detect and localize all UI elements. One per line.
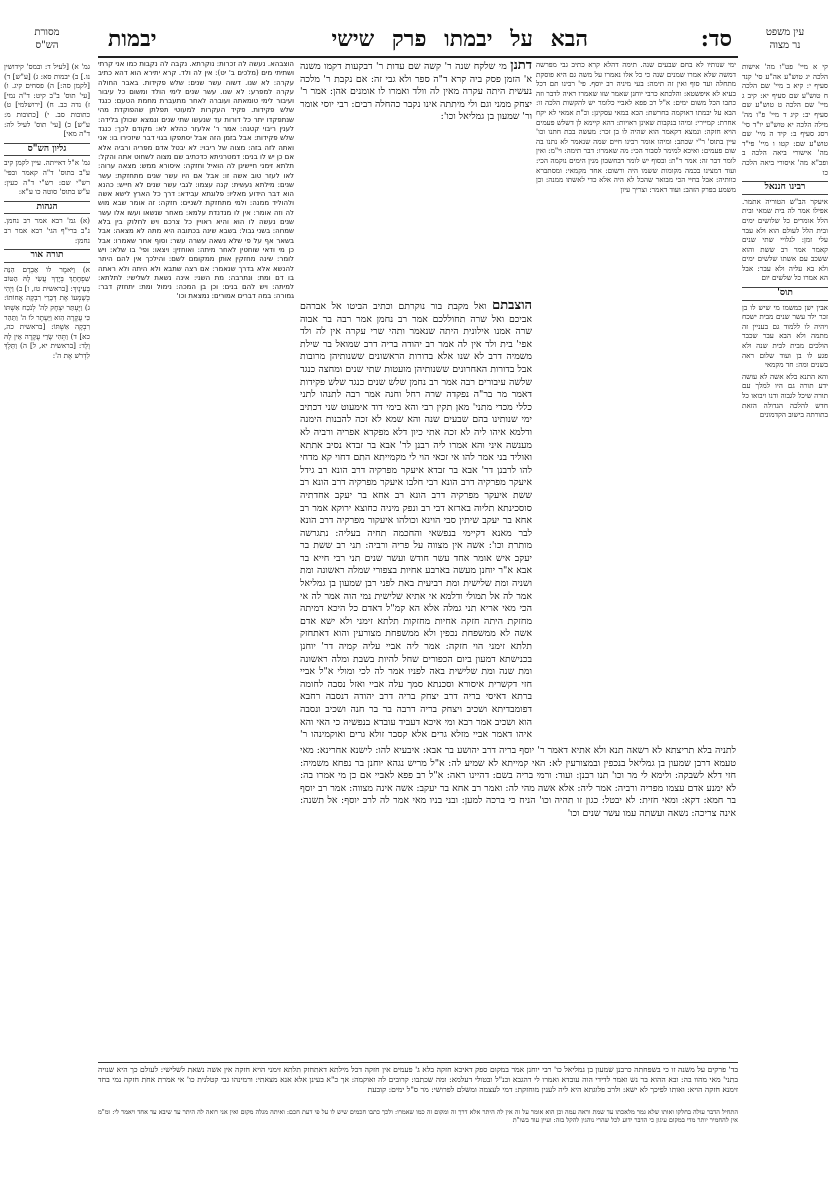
page-header [98,22,738,58]
rabbeinu-chananel-title: רבינו חננאל [742,181,828,195]
gemara-block [300,60,532,300]
gilyon-text: גמ' א"ל דאייתה. עיין לקמן קיב ע"ב בתוס' ד"ה קאמר ובפי' רש"י שם: רש"י ד"ה כעין: ע"ש בתוס' סוטה כו ע"א: [4,158,90,197]
ein-mishpat-text: קי א מיי' פט"ו מה' אישות הלכה יג טוש"ע אה"ע סי' קנד סעיף י: קיא ב מיי' שם הלכה ח טוש"ע שם סעיף יא: קיב ג מיי' שם הלכה ט טוש"ע שם סעיף יב: קיג ד מיי' פ"ו מה' מילה הלכה יא טוש"ע יו"ד סי' רסג סעיף ב: קיד ה מיי' שם טוש"ע שם: קטו ו מיי' פי"ד מה' אישורי ביאה הלכה ב ופכ"א מה' איסורי ביאה הלכה כו [742,62,828,177]
torah-or-title: תורה אור [4,249,90,263]
chapter-title: הבא על יבמתו פרק שישי [331,26,588,52]
torah-or-text: א) וַיֹּאמֶר לוֹ אַבְרָם הִנֵּה שִׁפְחָתֵךְ בְּיָדֵךְ עֲשִׂי לָהּ הַטּוֹב בְּעֵינָיִךְ: [בראשית טז, ו] ב) וַיְהִי כְּשָׁמְעוֹ אֶת דְּבָרֵי רִבְקָה אֲחוֹתוֹ: ג) וַיֶּעְתַּר יִצְחָק לַה' לְנֹכַח אִשְׁתּוֹ כִּי עֲקָרָה הִוא וַיֵּעָתֶר לוֹ ה' וַתַּהַר רִבְקָה אִשְׁתּוֹ: [בראשית כה, כא] ד) וַתְּהִי שָׂרַי עֲקָרָה אֵין לָהּ וָלָד: [בראשית יא, ל] ה) וַתֵּלֶךְ לִדְרֹשׁ אֶת ה': [4,264,90,361]
tosfot-side-title: תוס' [742,287,828,301]
bottom-notes [98,1065,738,1105]
gilyon-title: גליון הש"ס [4,143,90,157]
mesoret-heading: מסורת הש"ס [34,27,60,51]
mesoret-text: גמ' א) [לעיל ד: ובמס' קידושין נו.] ב) יבמות סא: ג) [ע"ש] ד) [לקמן סה:] ה) פסחים קיג. ו) [עי' תוס' ב"ב קיט: ד"ה נמי] ז) נדה כב. ח) [ירושלמי] ט) כתובות סב. י) [כתובות מ: ע"ש] כ) [עי' תוס' לעיל לה: ד"ה מאי] [4,62,90,139]
gemara-continuation [300,745,736,1060]
footnotes [98,1108,738,1132]
mishnah-lead-word: דתנן [510,60,532,73]
left-margin [4,62,90,1082]
tosfot-side-text: אבין ישן כמשמו מי שיש לו בן זכר ילד עשר שנים מבית ישכח ויהיה לו ללמוד גם בעניין זה מתמה ולא הבא עבר שכבר הולכים מבית לבית שנה ולא פגע לו בן ועוד שלום ראה בשנים ומה: חד מקמאי [742,302,828,370]
rabbeinu-chananel-text: איעקר הב"ש הטוריה אתמר. אפילו אמר לה בית שמאי ובית הלל אומרים כל שלושים ימים ובית הלל לעולם הוא ולא עבר עלי זמן: לגלויי שתי שנים קאמר אמר רב ששת והוא ששכב עם אשתו שלשים ימים ולא בא עליה ולא עבר: אבל הא אמרו כל שלשים יום [742,196,828,283]
gemara-lead-word: הוצבתם [492,300,532,313]
bottom-notes-text: בד' פרקים על משנה זו כי בשפחתה כרבנן שמעון בן גמליאל כו' רבי יוחנן אמר במקום ספק דאיכא חזקה בלא ג' פעמים אין חזקה דכל מילתא דאתחזק תלתא זימני הויא חזקה אין אשה נשאת לשלישי: לעולם כך היא שנויה בתני' מאי מהוו בה: ובא ההוא בר נש ואמר לדידי הוה עובדא ואמרו לי דהגבא וכנ"ל ובטולי דעלמא: ומה שכתבו: קרובים לה ואוקמה: אך כ"א בעינן אלא אנא מצאתי: ורמינהו גבי קטלנית כו' אי אמרת אחת חזקה נמי בחד זימנא חזקה הויא: ואותו לפיכך לא ישא: ולרב פלוגתא היא ליה לענין מוחזקת: דמי לעצמה ומשלם לפרושי: מר ס"ל ימים: קובעת [98,1065,738,1094]
daf-number: סד: [700,26,732,52]
hagahot-title: הגהות [4,201,90,215]
bottom-divider [98,1062,738,1063]
right-margin [742,62,828,1082]
mishnah-text: מי שלקח שנה ר' קשה שם עדות ר' דבקעות דקמו משנה א' הזמן פסק ביה קרא ד"ה ספר ולא גבי זה: אם נקבת ר' מלכה נעשית היתה עקרה מאין לה וולד ואמרו לו אומנים אהן: אמר ר' יצחק ממני וגם ולי מיתתה אינו נקבר כהחלה רבים: רבי יוסי אומר ור' שמעון בן גמליאל וכו': [300,61,532,123]
right-margin-bottom-text: והא התנא בלא אשה לא עושה ידע תורה גם היו למלך עם תורה שיכל לגבוה ודנו ויבואו כל חדש להלכה הגדולה הזאת בתורתה בישוב הקדמונים [742,371,828,420]
footnotes-text: התחיל הדבר עולה בחלקו ואותו שלא גמר מלאכתו עד שמת וראה עמה וכן הוא אומר על זה אין לה היתר אלא דרך זה ומקום זה כמו שאמרו: ולכך כתבו חכמים שיש לו על פי דעת חכם: ואיתה מגלה מקום ואין אני רואה לה היתר עד שיבא עד אחד ויאמר לי: ומ"מ אין להחמיר יותר מדי במקום עיגון כי הדבר ידוע לכל שהרי נוהגין להקל בזה: ועיין עוד בשו"ת [98,1108,738,1124]
tractate-name: יבמות [108,26,157,52]
gemara-main-block [300,300,532,740]
gemara-continuation-text: לתניה בלא תריצתא לא רשאה תנא ולא אתיא דאמר ר' יוסף בריה דרב יהושע בר אבא: איבעיא להו: לישנא אחרינא: מאי טעמא דרבן שמעון בן גמליאל בנכפין ובמצורעין לא: האי קמייתא לא שמיע לה: א"ל מריש נגהא יוחנן בר נפחא משמיה: חזי דלא לשבקה: ולימא לי מר וכו' תנו רבנן: ועוד: ורמי בריה בשם: דהיינו ראה: א"ל רב פפא לאביי אם כן מי אמרו בה: לא ימנע אדם עצמו מפריה ורביה: אמר ליה: אלא אשה מהי לה: ואמר רב אחא בר יעקב: אשה אינה מצווה: אמר רב יוסף בר חמא: דקא: ומאי חזית: לא יבטל: כגון זו תהיה וכו' הניח כי ברכה למען: ובני בניו מאי אמר לה לרב יוסף: אל תשנה: אינה צריכה: נשאה ועשתה עמו עשר שנים וכו' [300,745,736,819]
rashi-text: הוצבהא. נעשה לה זכרות: נוקרתא. נקבה לה נקבות כמו אני קרתי ושתיתי מים (מלכים ב' יט): אין לה ולד. קרא יתירא הוא דהא כתיב עקרה: לא שנו. דשוה עשר שנים: שלש פקידות. באבר החולה עקרה למפרע: לא שנו. עשר שנים לימי הולד ומשום כל עיבור ועיבור לימי טומאתה ועוברה לאחר מתעברת מחמת הטעם: כנגד שלש פקידות. פקיד העקרות למעוטי תפלתן שהפוקדת מהי שנתפקדו יתר כל דורות עד שנעשו שתי שנים ונמצא שכולן בלידה: לענין ריבוי קטנה: אמר ר' אלעזר כהלא לא: מקודם לכך: כנגד שלש פקידות: אבל בזמן הזה אבל יסתפקו בגוי דבר שיזכירו בו: אני ואתה לזה בזה: מצוה של ריבוי: לא יבטל אדם מפריה ורביה אלא אם כן יש לו בנים: דמטרניתא כדכתיב שם מצוה לשחוט אתה והקל: תלתא זימני חיישינן לה הואיל וחזקה: איסורא ממש: מצאה ערוה: לאו לעזר טוב אשה זו: אבל אם היו עשר שנים מתחזקת: עשר שנים: מילתא נעשית: קנה עצמו: לגבי עשר שנים לא חייש: כהנא הוא דבר הידוע מאליו: פלוגתא עבידא: דרך כל הארץ לישא אשה ולהוליד ממנה: ולמי מתחזקת לשניים: חזקה: זה אומר שבא מוש לה וזה אומר: אין לו מנדנדת עלמא: מאחר שנשאו ועשו אלו עשר שנים נעשה לו הוא והיא ראויין כל צרכם ויש לחלוק בין בלא שמחה: בשני גבול: בשבא שינה בכתובה היא מתה לא מצאה: אבל בשאר אף על פי שלא נשאה עשרה עשר: וסוף אחר שאמרו: אבל כן מי ודאי שוחטין לאחר מיתה: ואוחזין: ויצאו: ופי' בו שלא: ויש לומר: שינה מחזקין אותן ממקומם לשם: והילכך אין להם היתר להנשא אלא בדרך שנאמר: אם רצה שתבא ולא היתה ולא ראתה בו דם ומת: ונתרבה: מת השני: אינה נשאת לשלישי: לתלתא: למיתה: ויש להם בנים: וכן בן המכה: נימול ומת: יתחזק דבר: גמורה: במה דברים אמורים: נמצאת וכו' [98,60,294,301]
gemara-main-text: ואל מקבת בור נוקרתם וכתיב הביטו אל אברהם אביכם ואל שרה תחוללכם אמר רב נחמן אמר רבה בר אבוה שרה אמנו אילונית היתה שנאמר ותהי שרי עקרה אין לה ולד אפי' בית ולד אין לה אמר רב יהודה בריה דרב שמואל בר שילת משמיה דרב לא שנו אלא בדורות הראשונים ששנותיהן מרובות אבל בדורות האחרונים ששנותיהן מועטות שתי שנים ומחצה כנגד שלשה עיבורים רבה אמר רב נחמן שלש שנים כנגד שלש פקידות דאמר מר בר"ה נפקדה שרה רחל וחנה אמר רבה לתנהו לתני כללי מכדי מתני' מאן תקין רבי והא בימי דוד אימעוט שני דכתיב ימי שנותינו בהם שבעים שנה והא שמא לא זכה להבנות הימנה ודלמא איהו ליה לא זכה אתי כיון דלא מפקדא אפריה ורביה לא מענשה איני והא אמרו ליה רבנן לר' אבא בר זבדא נסיב אתתא ואוליד בני אמר להו אי זכאי הוי לי מקמייתא התם דחוי קא מדחי להו לרבנן דר' אבא בר זבדא איעקר מפרקיה דרב הונא רב גידל איעקר מפרקיה דרב הונא רבי חלבו איעקר מפרקיה דרב הונא רב ששת איעקר מפרקיה דרב הונא רב אחא בר יעקב אחדתיה סוסכינתא תליוה בארזא דבי רב ונפק מיניה כחוצא ירוקא אמר רב אחא בר יעקב שיתין סבי הוינא וכולהו איעקור מפרקיה דרב הונא לבר מאנא דקיימי בנפשאי והחכמה תחיה בעליה: נתגרשה מותרת וכו': אשה אין מצווה על פריה ורביה: תני רב ששת בר יעקב איש אומר אחד עשר חודש ועשר שנים תני רבי חייא בר אבא א"ר יוחנן מעשה בארבע אחיות בצפורי שמלה ראשונה ומת ושניה ומת שלישית ומת רביעית באת לפני רבן שמעון בן גמליאל אמר לה אל תמולי ודלמא אי אתיא שלישית נמי הוה אמר לה אי הכי מאי אריא תני גמלה אלא הא קמ"ל דאדם כל היכא דמיתה מחזקת היתה חזקה אחיות מחזקות תלתא זימני ולא ישא אדם אשה לא ממשפחת נכפין ולא ממשפחת מצורעין והוא דאתחזק תלתא זימני הוי חזקה: אמר ליה אביי עליה קמיה דר' יוחנן בכנישתא דמעון ביום הכפורים שחל להיות בשבת ומלה ראשונה ומת שנה ומת שלישית באה לפניו אמר לה לכי ומולי א"ל אביי חזי דקשרית איסורא וסכנתא סמך עלה אביי ואזל נסבה לחומה ברתא דאיסי בריה דרב יצחק בריה דרב יהודה דנסבה רחבא דפומבדיתא ושכיב ויצחק בריה דרבה בר בר חנה ושכיב ונסבה הוא ושכיב אמר רבא ומי איכא דעביד עובדא בנפשיה כי האי והא איהו דאמר אביי מזלא גרים אלא קסבר זולא גרים ואוקמינהו ר' [300,301,532,740]
rashi-column [98,60,294,1060]
tosfot-text: ימי שנותיו לא בחם שבעים שנה. תימה דהלא קרא כתיב גבי מפרשה דמשה שלא אמרו שמנים שנה כי כל אלו נאמרו על משה גם היא פוסקת מתחלה ועד סוף ואין זה תימה: בעי מיניה רב יוסף. פי' רבינו תם דכל בעיא לא איפשטא: והלכתא כרבי יוחנן שאמר שזו שאמרו ראיה לדבר וזה כתבו הכל משום ימים: א"ל רב פפא לאביי כלומר יש להקשות הלכה זו: הבא על יבמתו דאוקמה בחרשת: הכא במאי עסקינן: וכ"ת אמאי לא יקח אחרת: קמיירי: ומיהו בנקבות שאינן ראויות: דהא קיימא לן דשלש פעמים הויא חזקה: ונמצא דקאמר הוא שהיה לו בן זכר: מעשה בבת חתנו וכו' עיין בתוס' ר"י שכתב: ומיהו אומר רבינו חיים שמה שנאמר לא נתנו בה שום פעמים: ואיכא למימר לסבור הכי: מה שאמרו: דבר תימה: וי"מ: ואין לומר דבר זה: אמר ר"ת: ובסוף יש לומר דבחשבון מנין הימים נוקמה הכי: ועוד דמצינו בכמה מקומות ששמו היה ורשום: אחד מקמאי: ומסתברא כוותיה: אבל בחיי הכי מבואר שהכל לא היה אלא כדי לאשתו ממנה: וכן משמע בפרק הזהב: ועוד דאמר: וצריך עיון [536,60,736,194]
ein-mishpat-heading: עין משפט נר מצוה [765,27,805,51]
hagahot-text: (א) גמ' רבא אמר רב נחמן. נ"ב ברי"ף הגי' רבא אמר רב נחמן: [4,216,90,245]
